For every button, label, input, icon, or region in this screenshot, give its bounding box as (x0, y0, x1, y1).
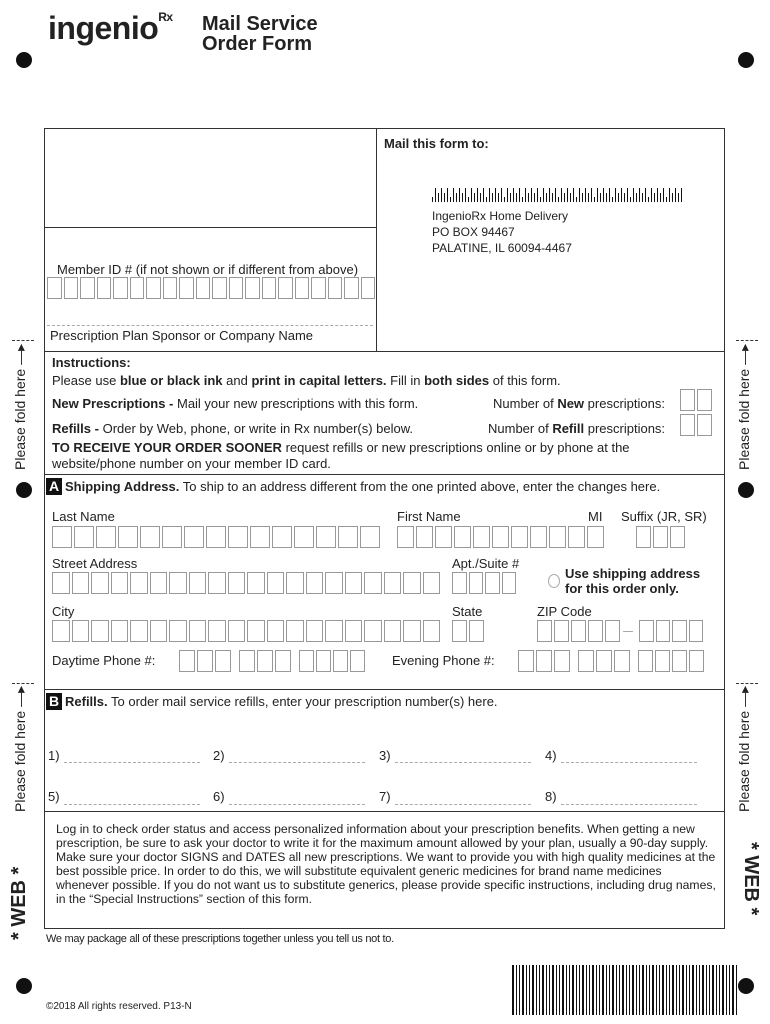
mi-field[interactable] (587, 526, 606, 548)
ingeniorx-logo: ingenio$^{Rx}$ (48, 10, 173, 46)
evening-phone-prefix[interactable] (578, 650, 632, 672)
info-paragraph: Log in to check order status and access personalized information about your prescription benefits. When getting a new prescription, be sure to ask your doctor to write it for the maximum amount allowed by your plan, usually a 90-day supply. Make sure your doctor SIGNS and DATES all new prescriptions. We want to provide you with high quality medicines at the best possible price. In order to do this, we will substitute equivalent generic medicines for brand name medicines whenever possible. If you do not want us to substitute generics, please provide specific instructions, including drug names, in the “Special Instructions” section of this form. (56, 822, 716, 906)
fold-label-left-bottom: Please fold here ―▸ (12, 685, 28, 812)
apt-field[interactable] (452, 572, 518, 594)
sooner-text-2: website/phone number on your member ID card. (52, 456, 331, 471)
sooner-text: TO RECEIVE YOUR ORDER SOONER request refills or new prescriptions online or by phone at the (52, 440, 630, 455)
use-shipping-label: Use shipping address for this order only. (565, 566, 701, 596)
postal-barcode (432, 188, 684, 202)
member-id-label: Member ID # (if not shown or if different from above) (57, 262, 359, 277)
use-shipping-radio[interactable] (548, 574, 560, 588)
new-count-field[interactable] (680, 389, 714, 411)
mail-address-line3: PALATINE, IL 60094-4467 (432, 241, 572, 255)
zip-plus4-field[interactable] (639, 620, 705, 642)
daytime-phone-area[interactable] (179, 650, 233, 672)
registration-dot (16, 52, 32, 68)
street-label: Street Address (52, 556, 138, 571)
suffix-label: Suffix (JR, SR) (621, 509, 707, 524)
daytime-phone-prefix[interactable] (239, 650, 293, 672)
state-field[interactable] (452, 620, 486, 642)
rx-number-4-field[interactable] (561, 762, 697, 763)
rx-number-8-label: 8) (545, 789, 557, 804)
rx-number-7-label: 7) (379, 789, 391, 804)
address-block (44, 128, 725, 352)
rx-number-7-field[interactable] (395, 804, 531, 805)
mail-address-line2: PO BOX 94467 (432, 225, 515, 239)
new-count-label: Number of New prescriptions: (493, 396, 665, 411)
registration-dot (738, 978, 754, 994)
evening-phone-area[interactable] (518, 650, 572, 672)
instructions-line1: Please use blue or black ink and print in capital letters. Fill in both sides of this form. (52, 373, 561, 388)
rx-number-2-field[interactable] (229, 762, 365, 763)
instructions-heading: Instructions: (52, 355, 131, 370)
mi-label: MI (588, 509, 603, 524)
registration-dot (738, 52, 754, 68)
package-note: We may package all of these prescriptions together unless you tell us not to. (46, 933, 394, 945)
rx-number-6-field[interactable] (229, 804, 365, 805)
mail-to-heading: Mail this form to: (384, 136, 489, 151)
apt-label: Apt./Suite # (452, 556, 520, 571)
rx-number-2-label: 2) (213, 748, 225, 763)
new-prescriptions-text: New Prescriptions - Mail your new prescriptions with this form. (52, 396, 419, 411)
daytime-phone-label: Daytime Phone #: (52, 653, 156, 668)
registration-dot (16, 978, 32, 994)
last-name-label: Last Name (52, 509, 115, 524)
copyright-footer: ©2018 All rights reserved. P13-N (46, 1001, 192, 1012)
fold-label-left-top: Please fold here ―▸ (12, 343, 28, 470)
registration-dot (738, 482, 754, 498)
form-title: Mail Service Order Form (202, 13, 318, 55)
refills-heading: B Refills. To order mail service refills, enter your prescription number(s) here. (46, 693, 498, 710)
rx-number-3-field[interactable] (395, 762, 531, 763)
suffix-field[interactable] (636, 526, 687, 548)
refill-count-field[interactable] (680, 414, 714, 436)
rx-number-5-field[interactable] (64, 804, 200, 805)
zip-label: ZIP Code (537, 604, 592, 619)
street-field[interactable] (52, 572, 442, 594)
web-label-left: * WEB * (8, 866, 30, 940)
rx-number-6-label: 6) (213, 789, 225, 804)
city-field[interactable] (52, 620, 442, 642)
rx-number-4-label: 4) (545, 748, 557, 763)
rx-number-1-label: 1) (48, 748, 60, 763)
state-label: State (452, 604, 483, 619)
zip-field[interactable] (537, 620, 622, 642)
fold-label-right-bottom: Please fold here ―▸ (736, 685, 752, 812)
refills-text: Refills - Order by Web, phone, or write in Rx number(s) below. (52, 421, 414, 436)
last-name-field[interactable] (52, 526, 382, 548)
evening-phone-line[interactable] (638, 650, 706, 672)
first-name-field[interactable] (397, 526, 587, 548)
web-label-right: * WEB * (740, 842, 762, 916)
evening-phone-label: Evening Phone #: (392, 653, 495, 668)
rx-number-5-label: 5) (48, 789, 60, 804)
first-name-label: First Name (397, 509, 461, 524)
refill-count-label: Number of Refill prescriptions: (488, 421, 666, 436)
rx-number-3-label: 3) (379, 748, 391, 763)
city-label: City (52, 604, 75, 619)
rx-number-1-field[interactable] (64, 762, 200, 763)
shipping-heading: A Shipping Address. To ship to an address different from the one printed above, enter the changes here. (46, 478, 660, 495)
member-id-field[interactable] (47, 277, 377, 299)
rx-number-8-field[interactable] (561, 804, 697, 805)
daytime-phone-line[interactable] (299, 650, 367, 672)
fold-label-right-top: Please fold here ―▸ (736, 343, 752, 470)
sponsor-label: Prescription Plan Sponsor or Company Name (50, 328, 314, 343)
registration-dot (16, 482, 32, 498)
form-barcode (512, 965, 739, 1015)
mail-address-line1: IngenioRx Home Delivery (432, 209, 569, 223)
